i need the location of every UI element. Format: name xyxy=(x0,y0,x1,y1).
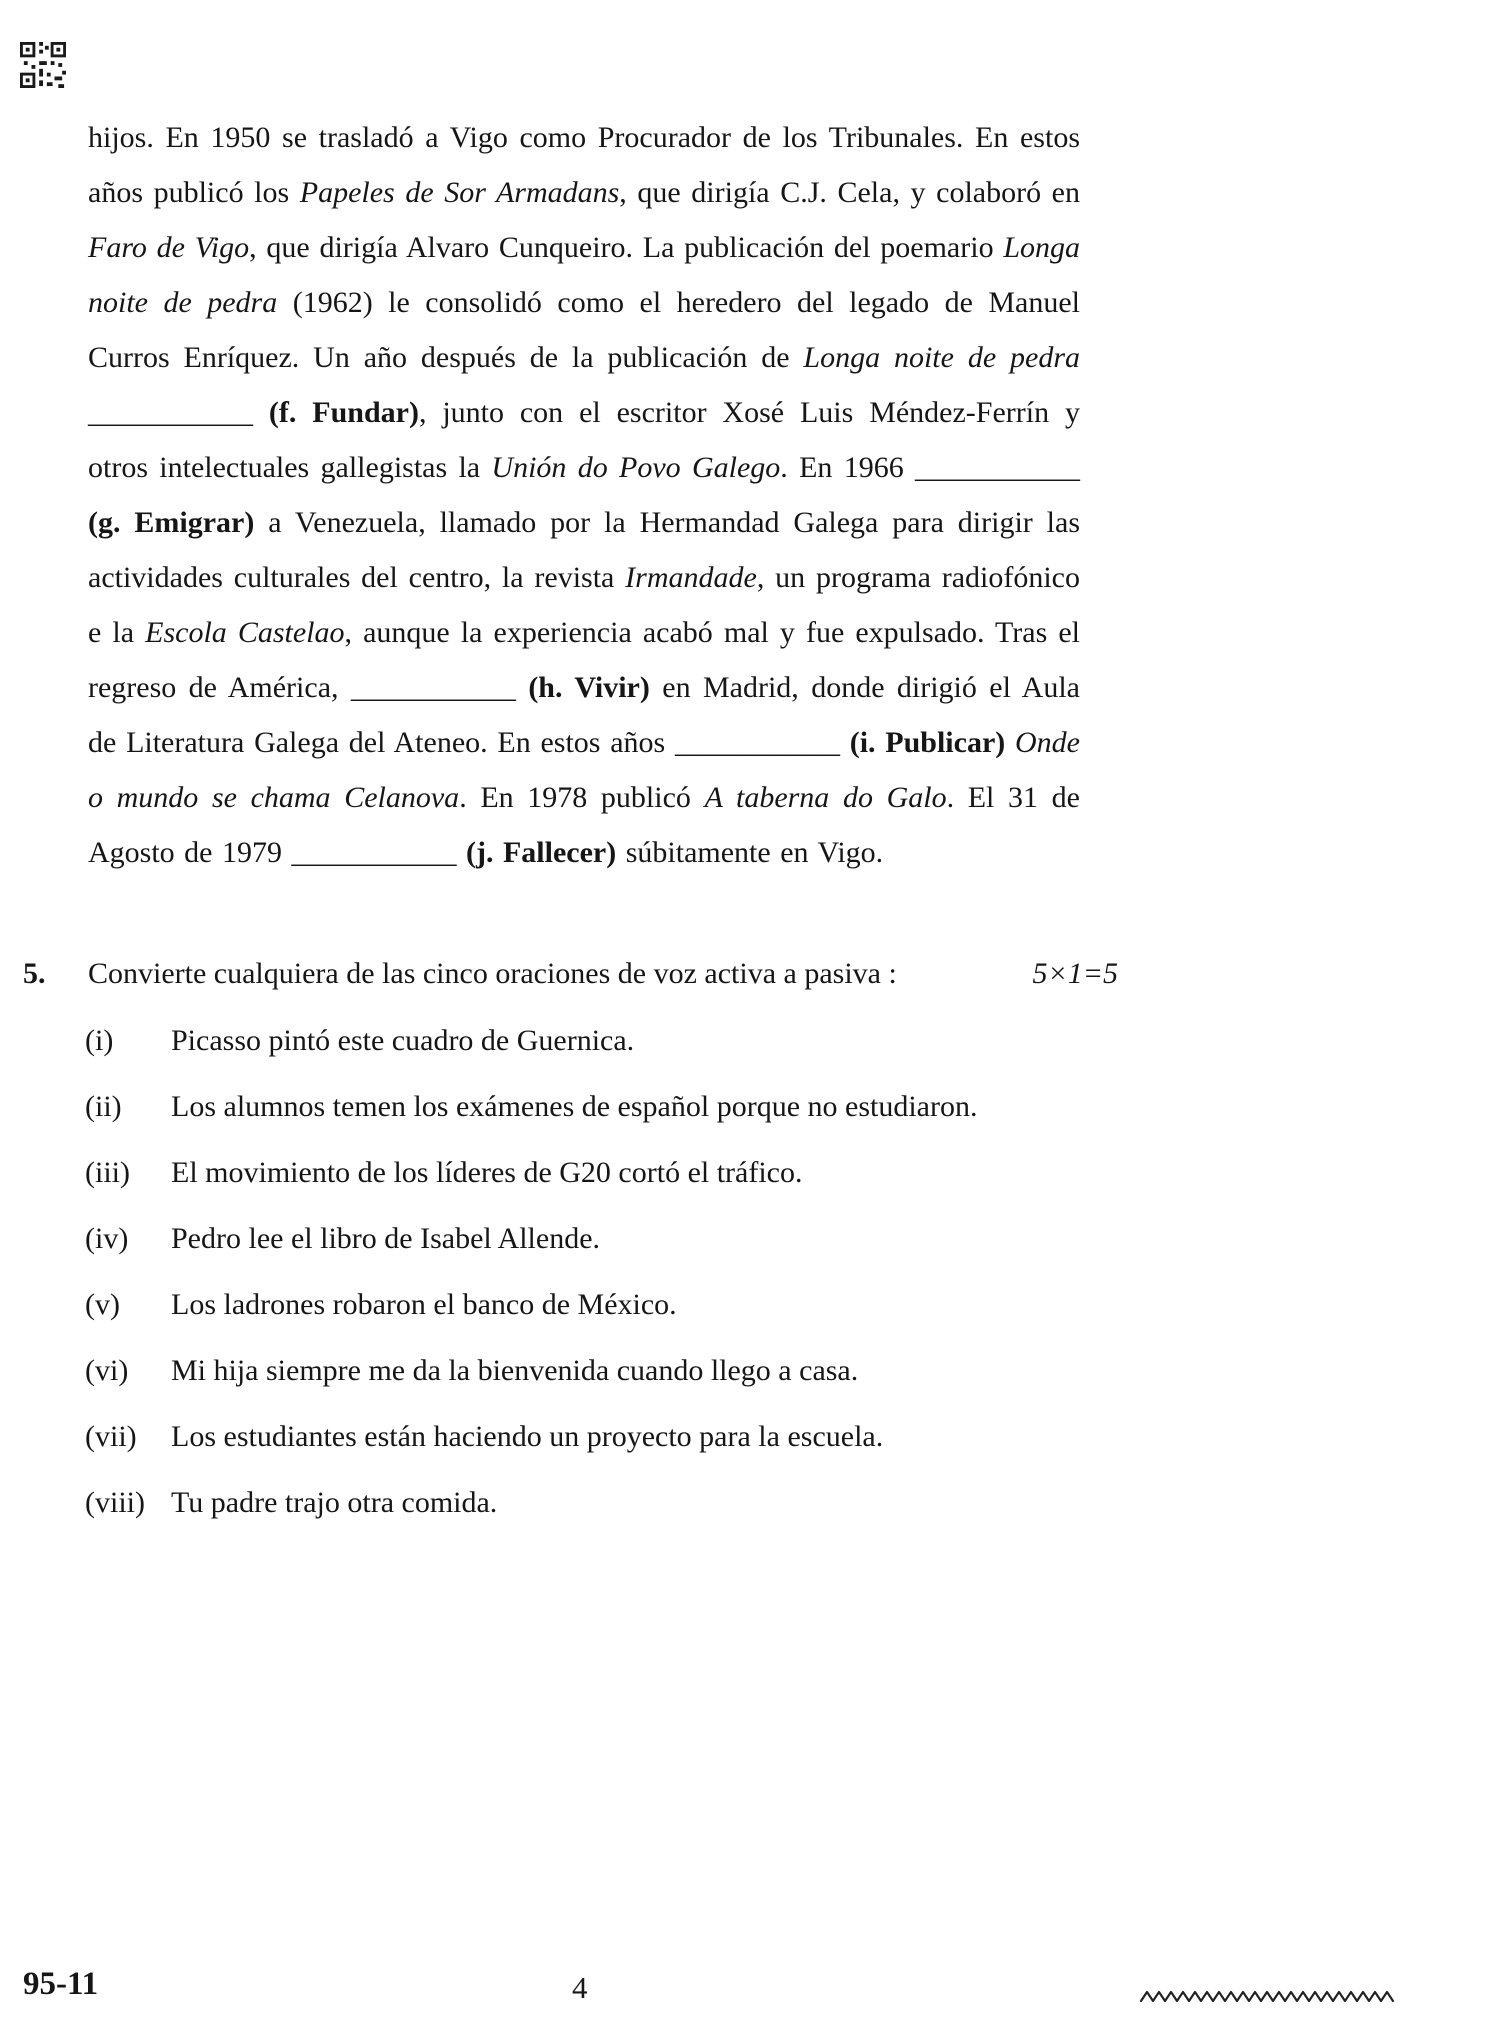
paper-code: 95-11 xyxy=(23,1966,99,2002)
list-item xyxy=(85,1024,1085,1058)
paragraph-segment-italic: Unión do Povo Galego xyxy=(491,451,781,484)
paragraph-segment-normal xyxy=(516,671,528,704)
page-number: 4 xyxy=(572,1970,588,2005)
paragraph-segment-italic: Faro de Vigo xyxy=(88,231,250,264)
paragraph-segment-normal xyxy=(1005,726,1015,759)
question-marks: 5×1=5 xyxy=(1032,957,1118,990)
list-item-text: Mi hija siempre me da la bienvenida cuando llego a casa. xyxy=(171,1354,859,1387)
paragraph-segment-blank: ___________ xyxy=(674,726,840,759)
question-text: Convierte cualquiera de las cinco oraciones de voz activa a pasiva : xyxy=(88,957,897,990)
paragraph-segment-normal: hijos. En 1950 se trasladó a Vigo como Procurador de los Tribunales. En estos años publicó los xyxy=(88,121,1080,209)
question-5-list xyxy=(85,1024,1085,1552)
paragraph-segment-italic: Escola Castelao xyxy=(145,616,345,649)
paragraph-segment-italic: Irmandade xyxy=(625,561,757,594)
paragraph-segment-normal: , junto con el escritor Xosé Luis Méndez-Ferrín y otros intelectuales gallegistas la xyxy=(88,396,1080,484)
list-item xyxy=(85,1288,1085,1322)
paragraph-segment-blank: ___________ xyxy=(350,671,516,704)
list-item xyxy=(85,1156,1085,1190)
paragraph-segment-bold: (h. Vivir) xyxy=(528,671,650,704)
list-item-text: Pedro lee el libro de Isabel Allende. xyxy=(171,1222,601,1255)
list-item-number: (i) xyxy=(85,1024,114,1057)
paragraph-segment-normal: . El 31 de Agosto de 1979 xyxy=(88,781,1080,869)
paragraph-segment-normal: . En 1978 publicó xyxy=(459,781,705,814)
paragraph-segment-italic: Papeles de Sor Armadans xyxy=(299,176,620,209)
intro-paragraph xyxy=(88,110,1080,880)
paragraph-segment-normal: , que dirigía Alvaro Cunqueiro. La publicación del poemario xyxy=(249,231,1004,264)
list-item-text: Los ladrones robaron el banco de México. xyxy=(171,1288,677,1321)
paragraph-segment-normal: a Venezuela, llamado por la Hermandad Galega para dirigir las actividades culturales del centro, la revista xyxy=(88,506,1080,594)
paragraph-segment-normal: . En 1966 xyxy=(780,451,916,484)
list-item xyxy=(85,1420,1085,1454)
list-item xyxy=(85,1486,1085,1520)
list-item-number: (ii) xyxy=(85,1090,122,1123)
list-item-number: (vi) xyxy=(85,1354,129,1387)
list-item-number: (iii) xyxy=(85,1156,130,1189)
paragraph-segment-normal: (1962) le consolidó como el heredero del legado de Manuel Curros Enríquez. Un año después de la publicación de xyxy=(88,286,1080,374)
paragraph-segment-normal xyxy=(253,396,269,429)
list-item-text: Tu padre trajo otra comida. xyxy=(171,1486,498,1519)
qr-code-icon xyxy=(20,42,66,88)
paragraph-segment-italic: A taberna do Galo xyxy=(704,781,947,814)
paragraph-segment-normal: en Madrid, donde dirigió el Aula de Literatura Galega del Ateneo. En estos años xyxy=(88,671,1080,759)
paragraph-segment-blank: ___________ xyxy=(88,396,253,429)
paragraph-segment-italic: Onde o mundo se chama Celanova xyxy=(88,726,1080,814)
list-item xyxy=(85,1222,1085,1256)
paragraph-segment-bold: (j. Fallecer) xyxy=(466,836,617,869)
list-item xyxy=(85,1354,1085,1388)
paragraph-segment-normal: , aunque la experiencia acabó mal y fue expulsado. Tras el regreso de América, xyxy=(88,616,1081,704)
list-item xyxy=(85,1090,1085,1124)
paragraph-segment-italic: Longa noite de pedra xyxy=(803,341,1080,374)
question-number: 5. xyxy=(23,957,46,990)
list-item-text: El movimiento de los líderes de G20 cortó el tráfico. xyxy=(171,1156,803,1189)
list-item-text: Picasso pintó este cuadro de Guernica. xyxy=(171,1024,635,1057)
paragraph-segment-normal xyxy=(457,836,467,869)
paragraph-segment-normal: , un programa radiofónico e la xyxy=(88,561,1080,649)
paragraph-segment-normal: súbitamente en Vigo. xyxy=(616,836,884,869)
list-item-number: (vii) xyxy=(85,1420,137,1453)
question-5 xyxy=(23,956,1118,992)
paragraph-segment-normal: , que dirigía C.J. Cela, y colaboró en xyxy=(619,176,1080,209)
list-item-text: Los alumnos temen los exámenes de español porque no estudiaron. xyxy=(171,1090,978,1123)
paragraph-segment-normal xyxy=(840,726,850,759)
paragraph-segment-bold: (i. Publicar) xyxy=(849,726,1006,759)
paragraph-segment-bold: (f. Fundar) xyxy=(268,396,419,429)
list-item-text: Los estudiantes están haciendo un proyecto para la escuela. xyxy=(171,1420,884,1453)
list-item-number: (v) xyxy=(85,1288,120,1321)
scribble-icon xyxy=(1140,1988,1396,2004)
list-item-number: (viii) xyxy=(85,1486,145,1519)
paragraph-segment-bold: (g. Emigrar) xyxy=(88,506,255,539)
paragraph-segment-italic: Longa noite de pedra xyxy=(88,231,1080,319)
paragraph-segment-blank: ___________ xyxy=(291,836,457,869)
paragraph-segment-blank: ___________ xyxy=(915,451,1081,484)
list-item-number: (iv) xyxy=(85,1222,129,1255)
